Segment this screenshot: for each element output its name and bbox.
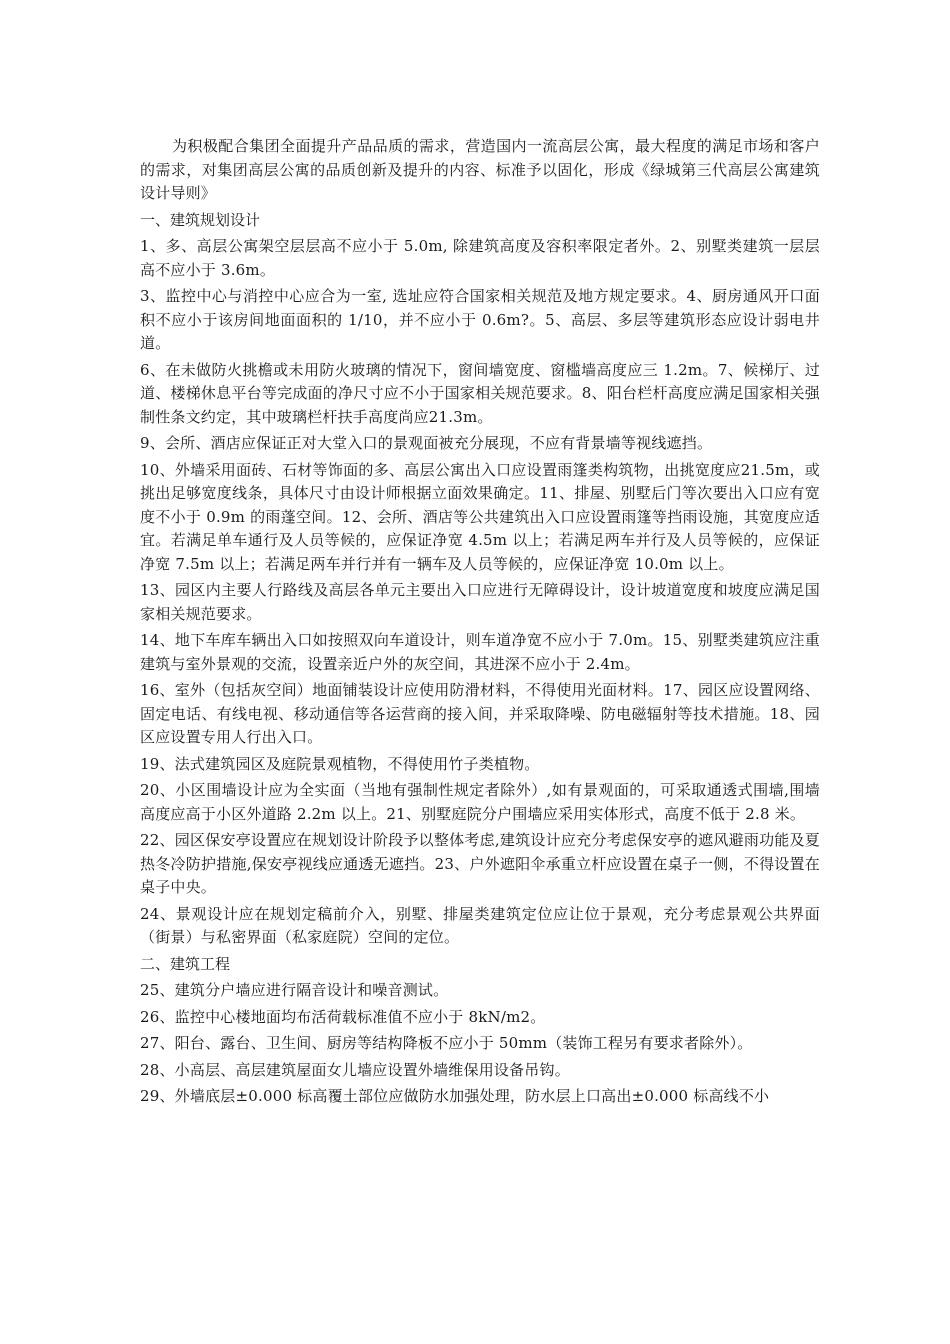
clause-paragraph: 19、法式建筑园区及庭院景观植物，不得使用竹子类植物。 <box>140 754 540 773</box>
clause-paragraph: 16、室外（包括灰空间）地面铺装设计应使用防滑材料，不得使用光面材料。17、园区应设置网络、固定电话、有线电视、移动通信等各运营商的接入间，并采取降噪、防电磁辐射等技术措施。18、园区应设置专用人行出入口。 <box>140 681 820 746</box>
intro-paragraph: 为积极配合集团全面提升产品品质的需求，营造国内一流高层公寓，最大程度的满足市场和客户的需求，对集团高层公寓的品质创新及提升的内容、标准予以固化，形成《绿城第三代高层公寓建筑设计导则》 <box>140 137 820 202</box>
clause-paragraph: 28、小高层、高层建筑屋面女儿墙应设置外墙维保用设备吊钩。 <box>140 1060 570 1079</box>
clause-paragraph: 9、会所、酒店应保证正对大堂入口的景观面被充分展现，不应有背景墙等视线遮挡。 <box>140 434 713 452</box>
document-page <box>140 135 820 1112</box>
clause-paragraph: 3、监控中心与消控中心应合为一室, 选址应符合国家相关规范及地方规定要求。4、厨房通风开口面积不应小于该房间地面面积的 1/10，并不应小于 0.6m?。5、高层、多层等建筑形态应设计弱电井道。 <box>140 287 820 352</box>
clause-paragraph: 1、多、高层公寓架空层层高不应小于 5.0m, 除建筑高度及容积率限定者外。2、别墅类建筑一层层高不应小于 3.6m。 <box>140 237 820 279</box>
clause-paragraph: 25、建筑分户墙应进行隔音设计和噪音测试。 <box>140 981 449 999</box>
clause-paragraph: 24、景观设计应在规划定稿前介入，别墅、排屋类建筑定位应让位于景观，充分考虑景观公共界面（街景）与私密界面（私家庭院）空间的定位。 <box>140 904 820 946</box>
clause-paragraph: 20、小区围墙设计应为全实面（当地有强制性规定者除外）,如有景观面的，可采取通透式围墙,围墙高度应高于小区外道路 2.2m 以上。21、别墅庭院分户围墙应采用实体形式，高度不低于 2.8 米。 <box>140 781 820 823</box>
clause-paragraph: 13、园区内主要人行路线及高层各单元主要出入口应进行无障碍设计，设计坡道宽度和坡度应满足国家相关规范要求。 <box>140 581 820 623</box>
clause-paragraph: 10、外墙采用面砖、石材等饰面的多、高层公寓出入口应设置雨篷类构筑物，出挑宽度应21.5m，或挑出足够宽度线条，具体尺寸由设计师根据立面效果确定。11、排屋、别墅后门等次要出入口应有宽度不小于 0.9m 的雨蓬空间。12、会所、酒店等公共建筑出入口应设置雨篷等挡雨设施，其宽度应适宜。若满足单车通行及人员等候的，应保证净宽 4.5m 以上；若满足两车并行及人员等候的，应保证净宽 7.5m 以上；若满足两车并行并有一辆车及人员等候的，应保证净宽 10.0m 以上。 <box>140 460 820 573</box>
clause-paragraph: 22、园区保安亭设置应在规划设计阶段予以整体考虑,建筑设计应充分考虑保安亭的遮风避雨功能及夏热冬冷防护措施,保安亭视线应通透无遮挡。23、户外遮阳伞承重立杆应设置在桌子一侧，不得设置在桌子中央。 <box>140 831 820 896</box>
clause-paragraph: 29、外墙底层±0.000 标高覆土部位应做防水加强处理，防水层上口高出±0.000 标高线不小 <box>140 1087 770 1105</box>
clause-paragraph: 27、阳台、露台、卫生间、厨房等结构降板不应小于 50mm（装饰工程另有要求者除外）。 <box>140 1034 753 1052</box>
clause-paragraph: 14、地下车库车辆出入口如按照双向车道设计，则车道净宽不应小于 7.0m。15、别墅类建筑应注重建筑与室外景观的交流，设置亲近户外的灰空间，其进深不应小于 2.4m。 <box>140 631 820 673</box>
section-heading-planning: 一、建筑规划设计 <box>140 210 261 229</box>
clause-paragraph: 26、监控中心楼地面均布活荷载标准值不应小于 8kN/m2。 <box>140 1007 546 1026</box>
clause-paragraph: 6、在未做防火挑檐或未用防火玻璃的情况下，窗间墙宽度、窗槛墙高度应三 1.2m。7、候梯厅、过道、楼梯休息平台等完成面的净尺寸应不小于国家相关规范要求。8、阳台栏杆高度应满足国家相关强制性条文约定，其中玻璃栏杆扶手高度尚应21.3m。 <box>140 360 820 426</box>
section-heading-engineering: 二、建筑工程 <box>140 954 231 973</box>
